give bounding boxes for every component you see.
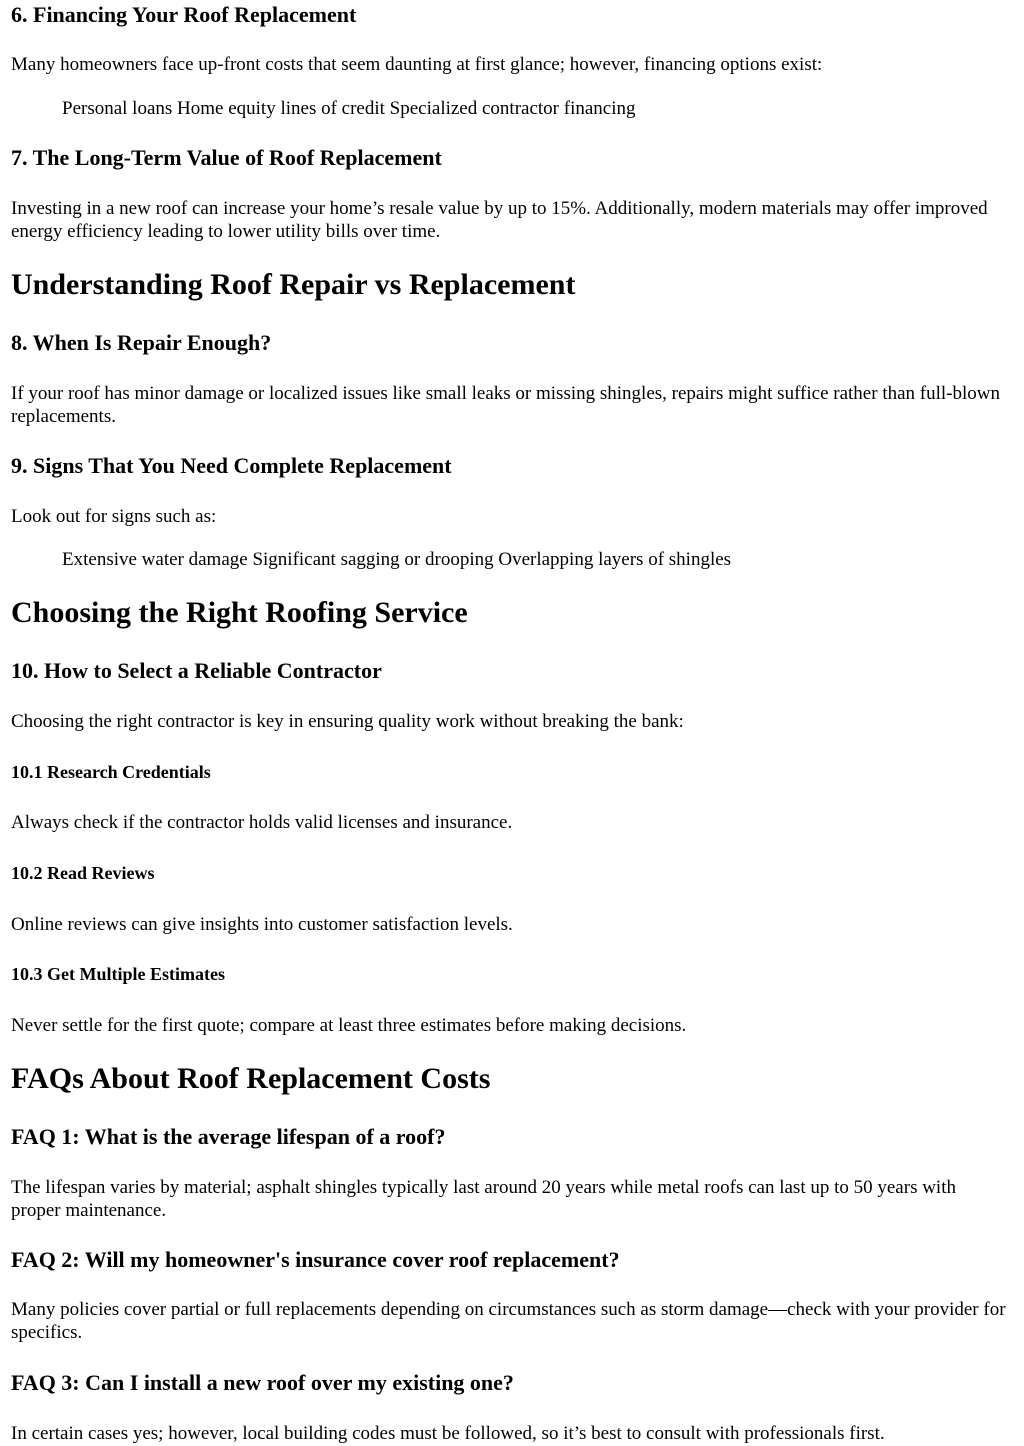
subheading-research-credentials: 10.1 Research Credentials bbox=[11, 762, 211, 782]
subheading-read-reviews: 10.2 Read Reviews bbox=[11, 863, 155, 883]
heading-repair-vs-replacement: Understanding Roof Repair vs Replacement bbox=[11, 268, 576, 301]
faq-answer-1: The lifespan varies by material; asphalt shingles typically last around 20 years while metal roofs can last up to 50 years with proper maintenance. bbox=[11, 1177, 956, 1221]
read-reviews-paragraph: Online reviews can give insights into customer satisfaction levels. bbox=[11, 914, 513, 935]
faq-question-2: FAQ 2: Will my homeowner's insurance cover roof replacement? bbox=[11, 1247, 620, 1272]
replacement-signs-intro: Look out for signs such as: bbox=[11, 506, 217, 527]
section-heading-financing: 6. Financing Your Roof Replacement bbox=[11, 2, 357, 27]
subheading-multiple-estimates: 10.3 Get Multiple Estimates bbox=[11, 964, 225, 984]
faq-answer-3: In certain cases yes; however, local building codes must be followed, so it’s best to consult with professionals first. bbox=[11, 1423, 885, 1444]
section-heading-replacement-signs: 9. Signs That You Need Complete Replacement bbox=[11, 453, 452, 478]
section-heading-repair-enough: 8. When Is Repair Enough? bbox=[11, 330, 272, 355]
long-term-value-paragraph: Investing in a new roof can increase your home’s resale value by up to 15%. Additionally, modern materials may offer improved energy efficiency leading to lower utility bills over time. bbox=[11, 198, 988, 242]
section-heading-select-contractor: 10. How to Select a Reliable Contractor bbox=[11, 658, 382, 683]
section-heading-long-term-value: 7. The Long-Term Value of Roof Replacement bbox=[11, 145, 442, 170]
heading-choosing-roofing-service: Choosing the Right Roofing Service bbox=[11, 596, 468, 629]
repair-enough-paragraph: If your roof has minor damage or localized issues like small leaks or missing shingles, repairs might suffice rather than full-blown replacements. bbox=[11, 383, 1000, 427]
multiple-estimates-paragraph: Never settle for the first quote; compare at least three estimates before making decisions. bbox=[11, 1015, 687, 1036]
replacement-signs-list: Extensive water damage Significant sagging or drooping Overlapping layers of shingles bbox=[62, 549, 732, 570]
financing-options-list: Personal loans Home equity lines of credit Specialized contractor financing bbox=[62, 98, 636, 119]
select-contractor-intro: Choosing the right contractor is key in ensuring quality work without breaking the bank: bbox=[11, 711, 684, 732]
faq-question-3: FAQ 3: Can I install a new roof over my existing one? bbox=[11, 1370, 514, 1395]
heading-faqs: FAQs About Roof Replacement Costs bbox=[11, 1062, 491, 1095]
faq-answer-2: Many policies cover partial or full replacements depending on circumstances such as storm damage—check with your provider for specifics. bbox=[11, 1299, 1006, 1343]
research-credentials-paragraph: Always check if the contractor holds valid licenses and insurance. bbox=[11, 812, 513, 833]
faq-question-1: FAQ 1: What is the average lifespan of a roof? bbox=[11, 1124, 446, 1149]
financing-intro-paragraph: Many homeowners face up-front costs that seem daunting at first glance; however, financing options exist: bbox=[11, 54, 823, 75]
